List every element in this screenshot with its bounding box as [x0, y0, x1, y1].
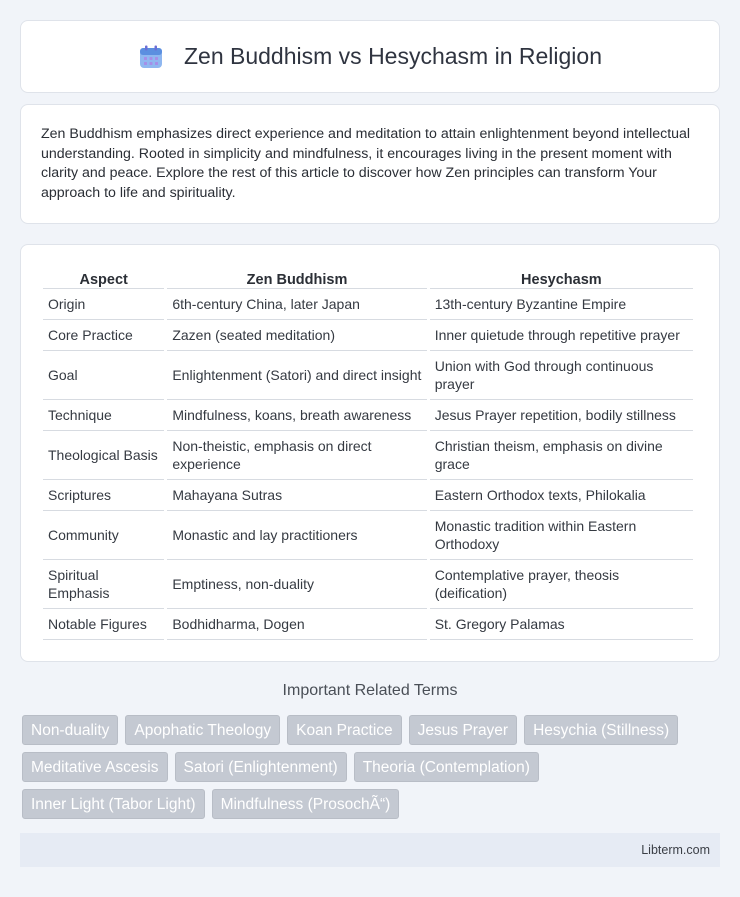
table-cell: Origin	[43, 289, 164, 320]
table-row	[43, 560, 693, 609]
tag-theoria[interactable]: Theoria (Contemplation)	[354, 752, 539, 782]
related-terms-title: Important Related Terms	[282, 682, 458, 699]
tag-meditative-ascesis[interactable]: Meditative Ascesis	[22, 752, 168, 782]
table-cell: Inner quietude through repetitive prayer	[430, 320, 693, 351]
table-cell: Core Practice	[43, 320, 164, 351]
tag-inner-light[interactable]: Inner Light (Tabor Light)	[22, 789, 205, 819]
comparison-table-card	[20, 244, 720, 662]
title-card	[20, 20, 720, 93]
table-cell: Contemplative prayer, theosis (deification)	[430, 560, 693, 609]
comparison-table	[40, 265, 696, 640]
table-cell: Monastic tradition within Eastern Orthodoxy	[430, 511, 693, 560]
table-cell: Notable Figures	[43, 609, 164, 640]
table-cell: Enlightenment (Satori) and direct insight	[167, 351, 426, 400]
footer-site-link[interactable]: Libterm.com	[641, 843, 710, 857]
table-cell: Emptiness, non-duality	[167, 560, 426, 609]
table-cell: Scriptures	[43, 480, 164, 511]
table-cell: Spiritual Emphasis	[43, 560, 164, 609]
table-cell: Community	[43, 511, 164, 560]
table-cell: Mindfulness, koans, breath awareness	[167, 400, 426, 431]
column-header-hesychasm: Hesychasm	[430, 265, 693, 289]
column-header-zen: Zen Buddhism	[167, 265, 426, 289]
table-cell: Monastic and lay practitioners	[167, 511, 426, 560]
table-cell: Bodhidharma, Dogen	[167, 609, 426, 640]
tag-jesus-prayer[interactable]: Jesus Prayer	[409, 715, 517, 745]
intro-text: Zen Buddhism emphasizes direct experience and meditation to attain enlightenment beyond intellectual understanding. Rooted in simplicity and mindfulness, it encourages living in the present moment with clarity and peace. Explore the rest of this article to discover how Zen principles can transform Your approach to life and spirituality.	[41, 126, 691, 201]
table-cell: Union with God through continuous prayer	[430, 351, 693, 400]
calendar-icon	[138, 44, 164, 70]
table-cell: Technique	[43, 400, 164, 431]
table-row	[43, 351, 693, 400]
table-row	[43, 480, 693, 511]
footer	[20, 833, 720, 867]
page-title: Zen Buddhism vs Hesychasm in Religion	[183, 43, 602, 69]
column-header-aspect: Aspect	[43, 265, 164, 289]
table-cell: 13th-century Byzantine Empire	[430, 289, 693, 320]
table-row	[43, 320, 693, 351]
table-cell: St. Gregory Palamas	[430, 609, 693, 640]
tag-koan-practice[interactable]: Koan Practice	[287, 715, 402, 745]
table-row	[43, 289, 693, 320]
table-cell: Christian theism, emphasis on divine grace	[430, 431, 693, 480]
intro-card	[20, 104, 720, 224]
table-row	[43, 609, 693, 640]
table-cell: Goal	[43, 351, 164, 400]
table-cell: Theological Basis	[43, 431, 164, 480]
table-cell: Mahayana Sutras	[167, 480, 426, 511]
tag-apophatic-theology[interactable]: Apophatic Theology	[125, 715, 280, 745]
table-cell: Non-theistic, emphasis on direct experience	[167, 431, 426, 480]
table-row	[43, 431, 693, 480]
related-terms-list	[22, 715, 722, 819]
table-cell: Jesus Prayer repetition, bodily stillness	[430, 400, 693, 431]
table-cell: 6th-century China, later Japan	[167, 289, 426, 320]
tag-mindfulness[interactable]: Mindfulness (ProsochÃ“)	[212, 789, 400, 819]
tag-non-duality[interactable]: Non-duality	[22, 715, 118, 745]
table-cell: Zazen (seated meditation)	[167, 320, 426, 351]
table-row	[43, 511, 693, 560]
tag-satori[interactable]: Satori (Enlightenment)	[175, 752, 347, 782]
table-cell: Eastern Orthodox texts, Philokalia	[430, 480, 693, 511]
table-row	[43, 400, 693, 431]
tag-hesychia[interactable]: Hesychia (Stillness)	[524, 715, 678, 745]
